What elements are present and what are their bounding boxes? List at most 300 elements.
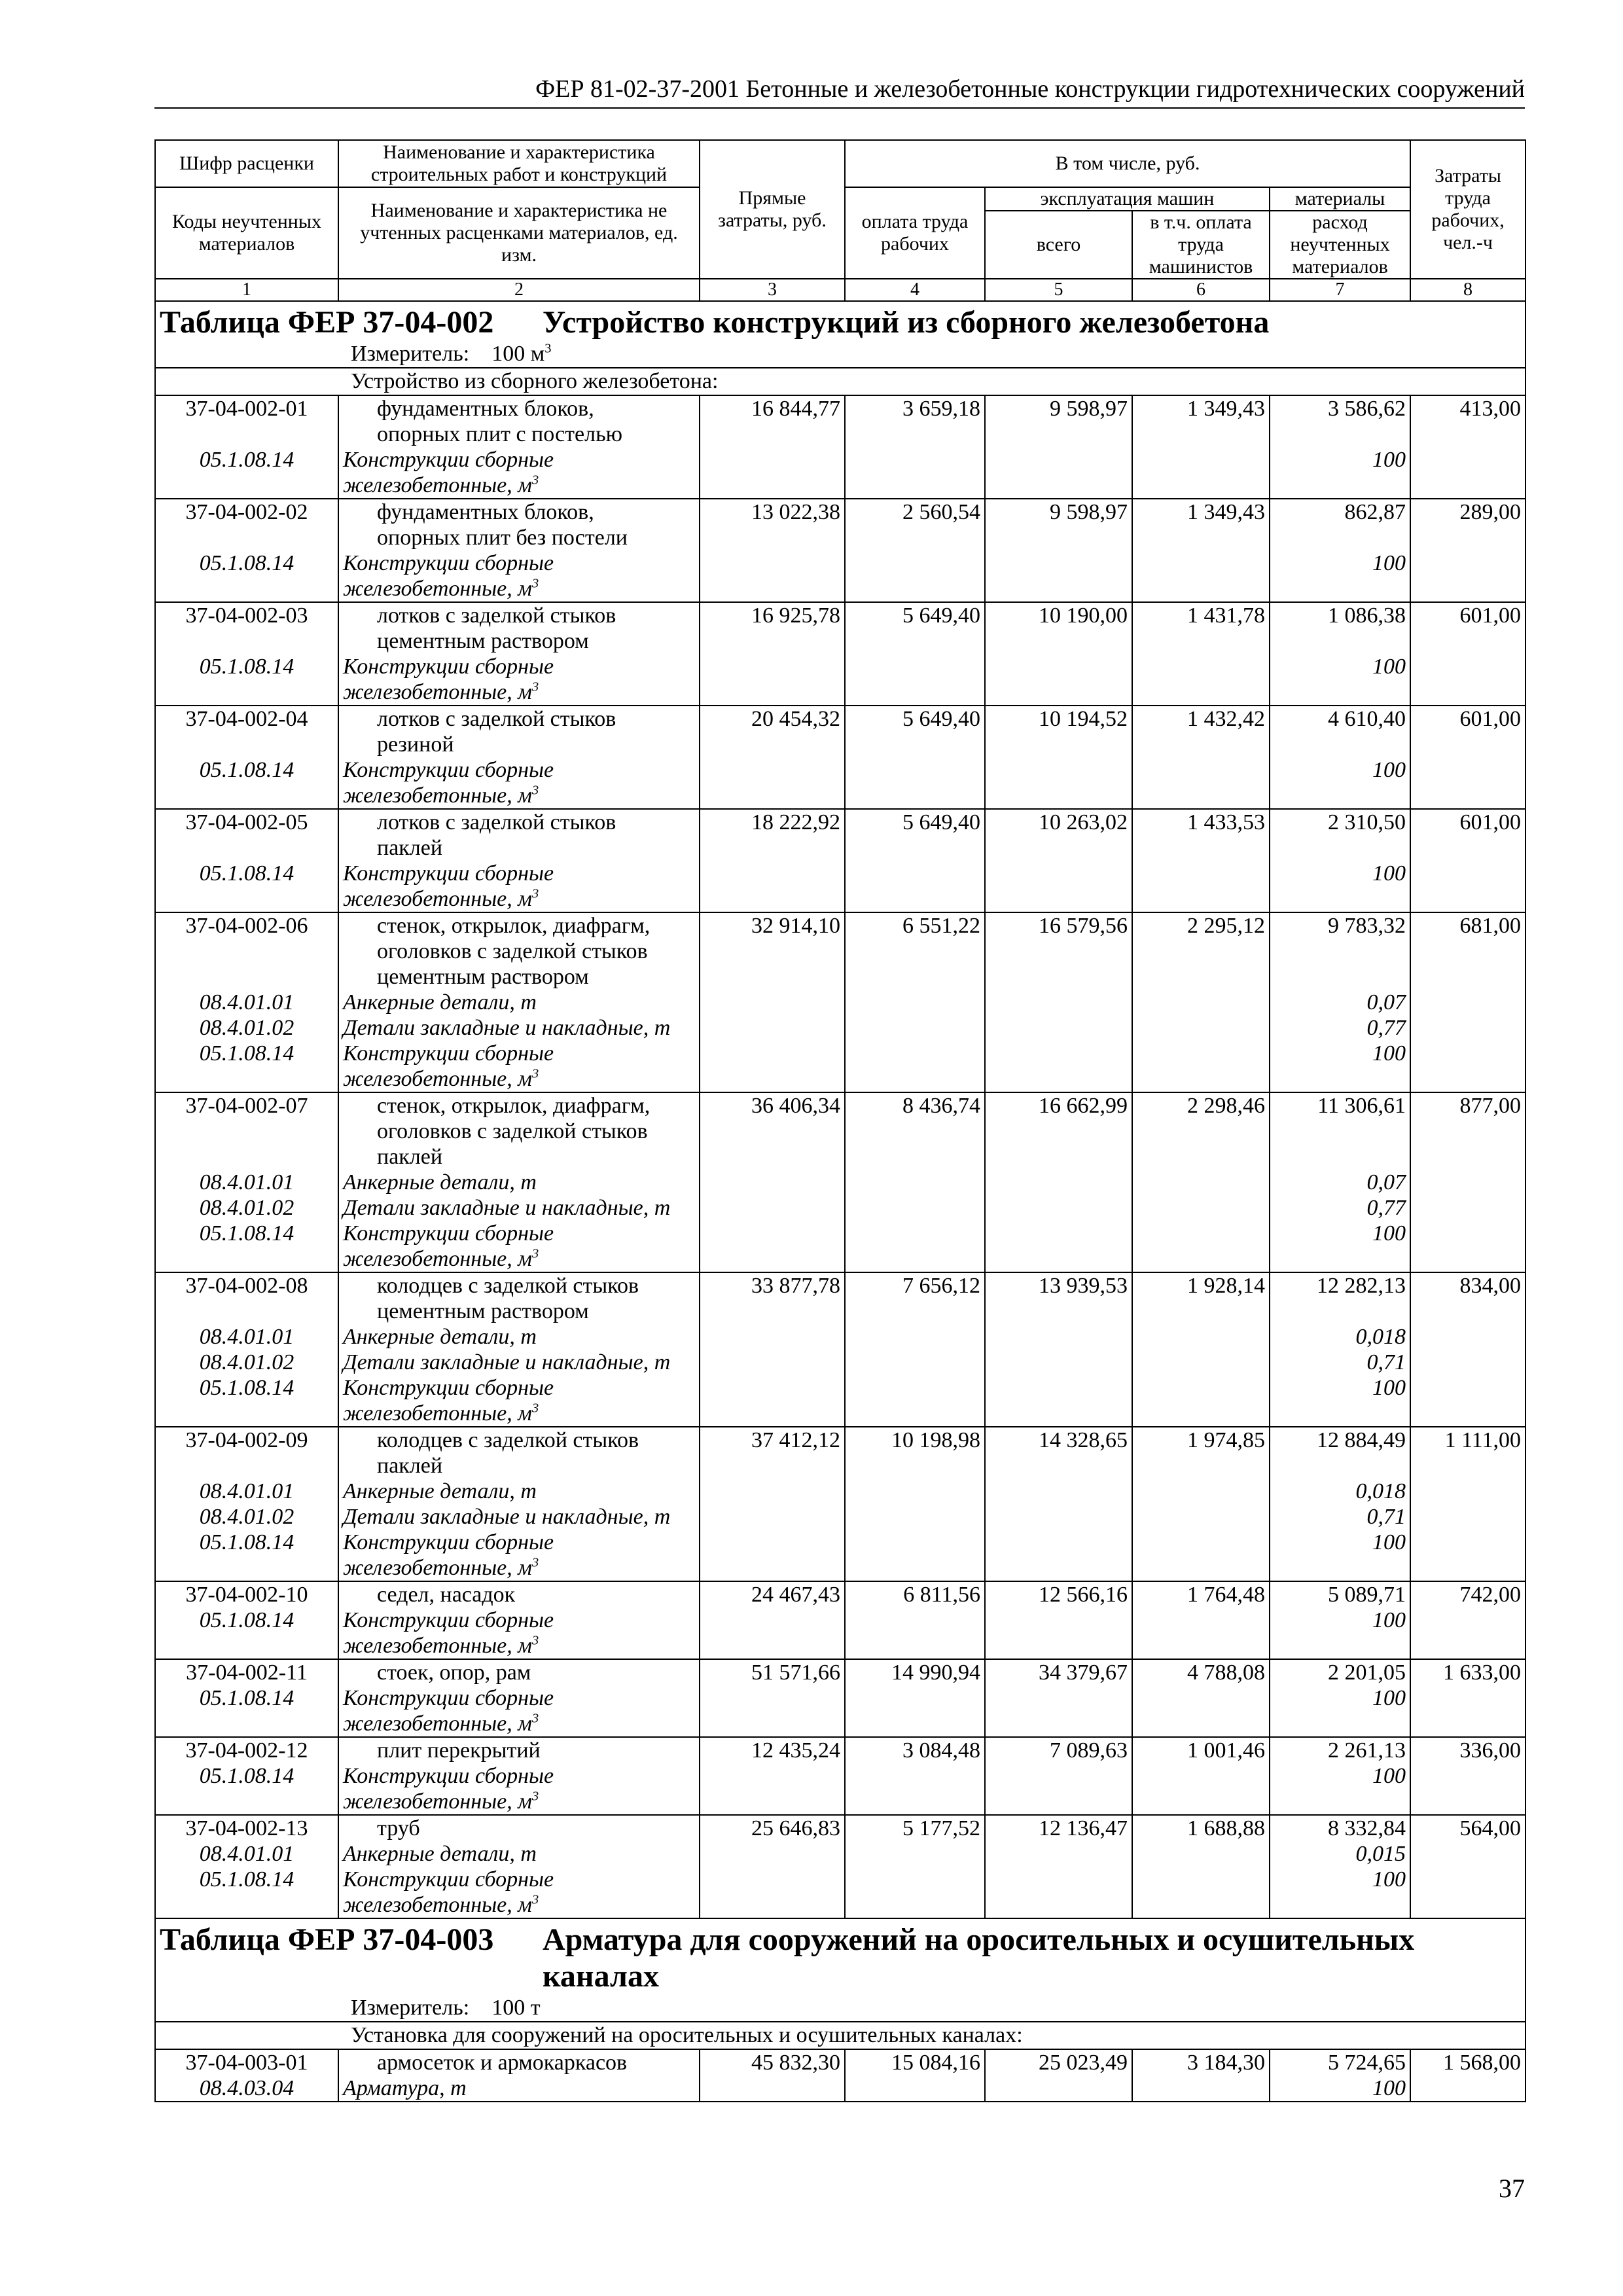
- empty-cell: [1132, 1195, 1270, 1221]
- empty-cell: [700, 550, 845, 576]
- rate-code: 37-04-003-01: [155, 2049, 338, 2075]
- table-row: [155, 1427, 1525, 1453]
- work-name-line: оголовков с заделкой стыков: [338, 1119, 700, 1144]
- labor-hours: 336,00: [1410, 1737, 1525, 1763]
- empty-cell: [1410, 1867, 1525, 1892]
- table-row-continuation: [155, 525, 1525, 550]
- material-qty: 0,77: [1270, 1195, 1410, 1221]
- material-unit-sup: 3: [531, 576, 539, 591]
- empty-cell: [845, 1195, 985, 1221]
- labor-hours: 742,00: [1410, 1581, 1525, 1607]
- empty-cell: [985, 1015, 1132, 1041]
- empty-cell: [985, 886, 1132, 912]
- operators-pay: 2 295,12: [1132, 912, 1270, 939]
- material-row-continuation: [155, 1633, 1525, 1659]
- rate-code: 37-04-002-10: [155, 1581, 338, 1607]
- material-name-text: железобетонные, м: [343, 1893, 532, 1917]
- rate-code: 37-04-002-13: [155, 1815, 338, 1841]
- material-row: [155, 1763, 1525, 1789]
- empty-cell: [1270, 1892, 1410, 1918]
- empty-cell: [155, 1246, 338, 1272]
- material-row: [155, 1504, 1525, 1530]
- material-row: [155, 2075, 1525, 2102]
- rate-code: 37-04-002-05: [155, 809, 338, 835]
- labor-hours: 681,00: [1410, 912, 1525, 939]
- material-row: [155, 1530, 1525, 1555]
- material-name: Конструкции сборные: [338, 654, 700, 679]
- material-unit-sup: 3: [531, 1555, 539, 1570]
- measure-row: [155, 1995, 1525, 2022]
- empty-cell: [1132, 473, 1270, 499]
- column-number: 6: [1132, 279, 1270, 301]
- material-name-line: [338, 1401, 700, 1427]
- material-name-text: железобетонные, м: [343, 473, 532, 497]
- materials-cost: 9 783,32: [1270, 912, 1410, 939]
- empty-cell: [1410, 1763, 1525, 1789]
- empty-cell: [700, 1607, 845, 1633]
- material-row-continuation: [155, 679, 1525, 706]
- material-row: [155, 861, 1525, 886]
- empty-cell: [1132, 679, 1270, 706]
- machines-total: 9 598,97: [985, 499, 1132, 525]
- empty-cell: [1410, 964, 1525, 990]
- empty-cell: [1132, 1789, 1270, 1815]
- empty-cell: [985, 1401, 1132, 1427]
- empty-cell: [1270, 1246, 1410, 1272]
- table-row: [155, 1659, 1525, 1685]
- material-name: Конструкции сборные: [338, 861, 700, 886]
- empty-cell: [845, 1015, 985, 1041]
- empty-cell: [1270, 628, 1410, 654]
- material-name-line: [338, 1711, 700, 1737]
- labor-pay: 5 649,40: [845, 809, 985, 835]
- machines-total: 10 263,02: [985, 809, 1132, 835]
- empty-cell: [845, 783, 985, 809]
- material-name-line: [338, 1892, 700, 1918]
- empty-cell: [845, 1066, 985, 1092]
- material-name: Конструкции сборные: [338, 1375, 700, 1401]
- empty-cell: [155, 422, 338, 447]
- empty-cell: [985, 1633, 1132, 1659]
- col3-header: Прямые затраты, руб.: [700, 140, 845, 279]
- material-name-text: железобетонные, м: [343, 1712, 532, 1736]
- material-unit-sup: 3: [531, 783, 539, 798]
- materials-cost: 2 310,50: [1270, 809, 1410, 835]
- empty-cell: [845, 525, 985, 550]
- empty-cell: [845, 1350, 985, 1375]
- work-name: труб: [338, 1815, 700, 1841]
- table-row: [155, 395, 1525, 422]
- empty-cell: [985, 1299, 1132, 1324]
- empty-cell: [155, 783, 338, 809]
- empty-cell: [1410, 990, 1525, 1015]
- col2-bottom-header: Наименование и характеристика не учтенных расценками материалов, ед. изм.: [338, 187, 700, 279]
- empty-cell: [700, 732, 845, 757]
- material-unit-sup: 3: [531, 886, 539, 901]
- material-qty: 100: [1270, 2075, 1410, 2102]
- empty-cell: [700, 1763, 845, 1789]
- material-code: 05.1.08.14: [155, 1607, 338, 1633]
- materials-cost: 12 884,49: [1270, 1427, 1410, 1453]
- empty-cell: [845, 835, 985, 861]
- direct-costs: 16 844,77: [700, 395, 845, 422]
- empty-cell: [985, 1892, 1132, 1918]
- material-unit-sup: 3: [531, 1711, 539, 1726]
- col1-top-header: Шифр расценки: [155, 140, 338, 187]
- empty-cell: [845, 1685, 985, 1711]
- materials-cost: 2 261,13: [1270, 1737, 1410, 1763]
- material-qty: 100: [1270, 1607, 1410, 1633]
- direct-costs: 33 877,78: [700, 1272, 845, 1299]
- material-qty: 0,77: [1270, 1015, 1410, 1041]
- empty-cell: [1270, 1401, 1410, 1427]
- material-name-line: [338, 1246, 700, 1272]
- material-name-text: железобетонные, м: [343, 1634, 532, 1658]
- empty-cell: [1410, 1892, 1525, 1918]
- section-name: Арматура для сооружений на оросительных и осушительных каналах: [543, 1922, 1415, 1994]
- machines-total: 13 939,53: [985, 1272, 1132, 1299]
- table-row-continuation: [155, 939, 1525, 964]
- labor-pay: 2 560,54: [845, 499, 985, 525]
- labor-pay: 6 551,22: [845, 912, 985, 939]
- work-name: стенок, открылок, диафрагм,: [338, 912, 700, 939]
- empty-cell: [1132, 757, 1270, 783]
- empty-cell: [700, 1195, 845, 1221]
- operators-pay: 4 788,08: [1132, 1659, 1270, 1685]
- machines-total: 25 023,49: [985, 2049, 1132, 2075]
- material-code: 08.4.01.02: [155, 1504, 338, 1530]
- empty-cell: [1132, 1324, 1270, 1350]
- material-name-line: [338, 1066, 700, 1092]
- labor-hours: 601,00: [1410, 602, 1525, 628]
- work-name: фундаментных блоков,: [338, 395, 700, 422]
- material-code: 05.1.08.14: [155, 654, 338, 679]
- machines-total: 12 566,16: [985, 1581, 1132, 1607]
- material-code: 05.1.08.14: [155, 1375, 338, 1401]
- empty-cell: [700, 1041, 845, 1066]
- section-title: [155, 301, 1525, 341]
- operators-pay: 1 688,88: [1132, 1815, 1270, 1841]
- section-title-row: [155, 301, 1525, 341]
- empty-cell: [1270, 1144, 1410, 1170]
- empty-cell: [700, 525, 845, 550]
- measure-sup: 3: [544, 341, 552, 356]
- empty-cell: [845, 2075, 985, 2102]
- operators-pay: 1 974,85: [1132, 1427, 1270, 1453]
- empty-cell: [155, 964, 338, 990]
- material-row-continuation: [155, 886, 1525, 912]
- work-name-line: резиной: [338, 732, 700, 757]
- material-row: [155, 1221, 1525, 1246]
- empty-cell: [700, 1246, 845, 1272]
- empty-cell: [985, 576, 1132, 602]
- empty-cell: [985, 990, 1132, 1015]
- material-row: [155, 1170, 1525, 1195]
- empty-cell: [155, 679, 338, 706]
- labor-pay: 7 656,12: [845, 1272, 985, 1299]
- empty-cell: [845, 550, 985, 576]
- empty-cell: [1270, 525, 1410, 550]
- empty-cell: [845, 1504, 985, 1530]
- material-row-continuation: [155, 1066, 1525, 1092]
- empty-cell: [1410, 473, 1525, 499]
- empty-cell: [985, 757, 1132, 783]
- empty-cell: [1410, 1453, 1525, 1479]
- table-body: [155, 140, 1525, 2102]
- rate-code: 37-04-002-11: [155, 1659, 338, 1685]
- empty-cell: [1410, 1246, 1525, 1272]
- empty-cell: [155, 576, 338, 602]
- empty-cell: [985, 1530, 1132, 1555]
- material-code: 08.4.01.01: [155, 1324, 338, 1350]
- empty-cell: [1270, 1711, 1410, 1737]
- material-name: Детали закладные и накладные, т: [338, 1504, 700, 1530]
- work-name: армосеток и армокаркасов: [338, 2049, 700, 2075]
- empty-cell: [845, 1892, 985, 1918]
- section-code: Таблица ФЕР 37-04-002: [160, 305, 494, 340]
- empty-cell: [1410, 783, 1525, 809]
- subheader-row: [155, 368, 1525, 395]
- material-row: [155, 1041, 1525, 1066]
- machines-total: 12 136,47: [985, 1815, 1132, 1841]
- direct-costs: 12 435,24: [700, 1737, 845, 1763]
- empty-cell: [700, 1401, 845, 1427]
- material-qty: 100: [1270, 1530, 1410, 1555]
- empty-cell: [985, 1685, 1132, 1711]
- empty-cell: [985, 422, 1132, 447]
- labor-pay: 15 084,16: [845, 2049, 985, 2075]
- empty-cell: [1270, 964, 1410, 990]
- work-name-line: оголовков с заделкой стыков: [338, 939, 700, 964]
- empty-cell: [845, 1607, 985, 1633]
- empty-cell: [845, 576, 985, 602]
- empty-cell: [1132, 1170, 1270, 1195]
- subheader: Устройство из сборного железобетона:: [155, 368, 1525, 395]
- material-row-continuation: [155, 1711, 1525, 1737]
- empty-cell: [845, 1119, 985, 1144]
- empty-cell: [1270, 473, 1410, 499]
- empty-cell: [845, 1401, 985, 1427]
- direct-costs: 24 467,43: [700, 1581, 845, 1607]
- empty-cell: [1410, 1607, 1525, 1633]
- empty-cell: [1132, 783, 1270, 809]
- empty-cell: [1270, 835, 1410, 861]
- empty-cell: [1132, 1401, 1270, 1427]
- materials-cost: 8 332,84: [1270, 1815, 1410, 1841]
- operators-pay: 1 431,78: [1132, 602, 1270, 628]
- table-row: [155, 706, 1525, 732]
- operators-pay: 1 432,42: [1132, 706, 1270, 732]
- empty-cell: [1132, 550, 1270, 576]
- empty-cell: [985, 447, 1132, 473]
- labor-hours: 834,00: [1410, 1272, 1525, 1299]
- empty-cell: [845, 447, 985, 473]
- labor-hours: 601,00: [1410, 706, 1525, 732]
- empty-cell: [1132, 1119, 1270, 1144]
- empty-cell: [985, 1221, 1132, 1246]
- material-name: Конструкции сборные: [338, 1041, 700, 1066]
- materials-cost: 12 282,13: [1270, 1272, 1410, 1299]
- labor-pay: 5 649,40: [845, 602, 985, 628]
- rate-code: 37-04-002-06: [155, 912, 338, 939]
- column-number: 4: [845, 279, 985, 301]
- labor-hours: 564,00: [1410, 1815, 1525, 1841]
- empty-cell: [155, 1892, 338, 1918]
- empty-cell: [700, 1324, 845, 1350]
- machines-total: 16 662,99: [985, 1092, 1132, 1119]
- empty-cell: [1410, 550, 1525, 576]
- machines-total: 34 379,67: [985, 1659, 1132, 1685]
- empty-cell: [155, 939, 338, 964]
- work-name-line: паклей: [338, 835, 700, 861]
- material-row: [155, 550, 1525, 576]
- table-row-continuation: [155, 835, 1525, 861]
- work-name: лотков с заделкой стыков: [338, 706, 700, 732]
- labor-pay: 6 811,56: [845, 1581, 985, 1607]
- labor-hours: 413,00: [1410, 395, 1525, 422]
- materials-cost: 5 089,71: [1270, 1581, 1410, 1607]
- empty-cell: [155, 1119, 338, 1144]
- work-name: колодцев с заделкой стыков: [338, 1427, 700, 1453]
- empty-cell: [985, 939, 1132, 964]
- machines-header: эксплуатация машин: [985, 187, 1270, 211]
- empty-cell: [700, 1221, 845, 1246]
- empty-cell: [700, 1711, 845, 1737]
- column-number: 1: [155, 279, 338, 301]
- empty-cell: [1132, 1633, 1270, 1659]
- material-name-line: [338, 679, 700, 706]
- empty-cell: [1410, 1375, 1525, 1401]
- empty-cell: [845, 757, 985, 783]
- rate-code: 37-04-002-02: [155, 499, 338, 525]
- material-name: Детали закладные и накладные, т: [338, 1015, 700, 1041]
- material-name-line: [338, 1633, 700, 1659]
- rate-code: 37-04-002-08: [155, 1272, 338, 1299]
- materials-cost: 5 724,65: [1270, 2049, 1410, 2075]
- measure-value: 100 т: [491, 1996, 541, 2020]
- direct-costs: 45 832,30: [700, 2049, 845, 2075]
- col4-header: оплата труда рабочих: [845, 187, 985, 279]
- empty-cell: [985, 783, 1132, 809]
- empty-cell: [1410, 1144, 1525, 1170]
- column-number: 2: [338, 279, 700, 301]
- material-code: 05.1.08.14: [155, 1867, 338, 1892]
- material-name: Конструкции сборные: [338, 1763, 700, 1789]
- empty-cell: [1132, 1504, 1270, 1530]
- material-row: [155, 1324, 1525, 1350]
- direct-costs: 16 925,78: [700, 602, 845, 628]
- material-name: Конструкции сборные: [338, 1221, 700, 1246]
- material-qty: 0,018: [1270, 1479, 1410, 1504]
- material-name-line: [338, 576, 700, 602]
- empty-cell: [845, 1299, 985, 1324]
- empty-cell: [845, 1324, 985, 1350]
- material-name-text: железобетонные, м: [343, 1067, 532, 1091]
- empty-cell: [1270, 1453, 1410, 1479]
- empty-cell: [700, 964, 845, 990]
- empty-cell: [1132, 964, 1270, 990]
- empty-cell: [1132, 1685, 1270, 1711]
- empty-cell: [845, 1633, 985, 1659]
- empty-cell: [1410, 1299, 1525, 1324]
- rate-code: 37-04-002-04: [155, 706, 338, 732]
- empty-cell: [985, 1504, 1132, 1530]
- material-code: 08.4.01.01: [155, 990, 338, 1015]
- material-code: 08.4.01.01: [155, 1841, 338, 1867]
- material-unit-sup: 3: [531, 1066, 539, 1081]
- empty-cell: [1410, 1324, 1525, 1350]
- material-name: Конструкции сборные: [338, 1685, 700, 1711]
- empty-cell: [1132, 1041, 1270, 1066]
- page-number: 37: [1499, 2174, 1525, 2203]
- empty-cell: [1270, 1119, 1410, 1144]
- empty-cell: [155, 1711, 338, 1737]
- empty-cell: [1132, 1841, 1270, 1867]
- labor-pay: 14 990,94: [845, 1659, 985, 1685]
- empty-cell: [700, 757, 845, 783]
- empty-cell: [1410, 1685, 1525, 1711]
- rate-code: 37-04-002-07: [155, 1092, 338, 1119]
- empty-cell: [700, 1453, 845, 1479]
- work-name: плит перекрытий: [338, 1737, 700, 1763]
- operators-pay: 1 001,46: [1132, 1737, 1270, 1763]
- section-title: [155, 1918, 1525, 1995]
- empty-cell: [1132, 447, 1270, 473]
- empty-cell: [985, 1555, 1132, 1581]
- material-qty: 100: [1270, 1685, 1410, 1711]
- empty-cell: [985, 964, 1132, 990]
- machines-total: 14 328,65: [985, 1427, 1132, 1453]
- page-header: ФЕР 81-02-37-2001 Бетонные и железобетонные конструкции гидротехнических сооружений: [154, 73, 1525, 109]
- material-qty: 0,71: [1270, 1350, 1410, 1375]
- table-row-continuation: [155, 422, 1525, 447]
- empty-cell: [700, 1841, 845, 1867]
- empty-cell: [1132, 1375, 1270, 1401]
- empty-cell: [700, 1066, 845, 1092]
- work-name: лотков с заделкой стыков: [338, 809, 700, 835]
- empty-cell: [1410, 861, 1525, 886]
- material-row-continuation: [155, 1401, 1525, 1427]
- empty-cell: [700, 679, 845, 706]
- empty-cell: [1410, 1015, 1525, 1041]
- work-name: колодцев с заделкой стыков: [338, 1272, 700, 1299]
- material-row: [155, 1607, 1525, 1633]
- work-name-line: цементным раствором: [338, 964, 700, 990]
- material-name-line: [338, 473, 700, 499]
- empty-cell: [1410, 1221, 1525, 1246]
- labor-pay: 10 198,98: [845, 1427, 985, 1453]
- table-row: [155, 602, 1525, 628]
- empty-cell: [155, 835, 338, 861]
- table-row: [155, 1581, 1525, 1607]
- direct-costs: 37 412,12: [700, 1427, 845, 1453]
- material-row-continuation: [155, 1892, 1525, 1918]
- materials-cost: 862,87: [1270, 499, 1410, 525]
- material-name: Конструкции сборные: [338, 757, 700, 783]
- empty-cell: [985, 2075, 1132, 2102]
- empty-cell: [1270, 576, 1410, 602]
- work-name: фундаментных блоков,: [338, 499, 700, 525]
- empty-cell: [155, 628, 338, 654]
- table-row-continuation: [155, 732, 1525, 757]
- empty-cell: [845, 1841, 985, 1867]
- work-name-line: опорных плит с постелью: [338, 422, 700, 447]
- column-number: 5: [985, 279, 1132, 301]
- subheader-row: [155, 2022, 1525, 2049]
- material-row: [155, 1841, 1525, 1867]
- material-qty: 100: [1270, 1375, 1410, 1401]
- empty-cell: [1132, 1607, 1270, 1633]
